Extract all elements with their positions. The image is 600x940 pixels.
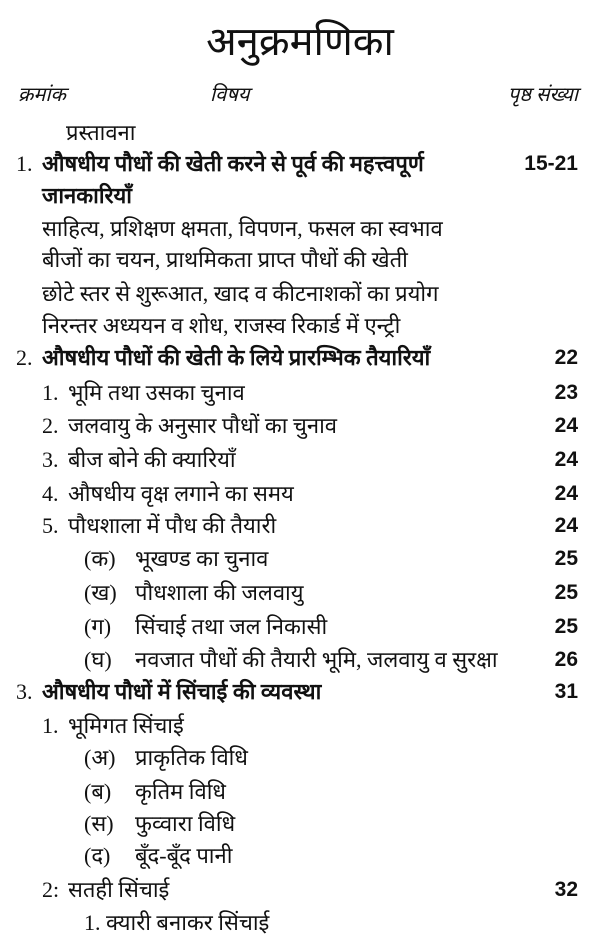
entry-page: 24 — [554, 414, 578, 437]
toc-entry — [0, 309, 600, 342]
entry-page: 24 — [554, 448, 578, 471]
entry-title: बीज बोने की क्यारियाँ — [68, 447, 236, 472]
toc-entry — [0, 775, 600, 808]
toc-entry — [0, 116, 600, 149]
entry-title: कृतिम विधि — [135, 779, 226, 804]
entry-number: 2. — [16, 345, 33, 370]
entry-page: 25 — [554, 581, 578, 604]
entry-number: (ग) — [84, 614, 112, 639]
toc-entry — [0, 807, 600, 840]
toc-entry — [0, 509, 600, 542]
toc-entry — [0, 576, 600, 609]
entry-page: 24 — [554, 482, 578, 505]
entry-page: 22 — [554, 346, 578, 369]
toc-entry — [0, 179, 600, 212]
column-header-subject: विषय — [210, 84, 250, 106]
entry-title: जानकारियाँ — [42, 183, 132, 208]
entry-number: 1. — [84, 910, 101, 935]
toc-entry — [0, 277, 600, 310]
toc-entry — [0, 443, 600, 476]
toc-entry — [0, 341, 600, 374]
entry-title: फुव्वारा विधि — [135, 811, 236, 836]
entry-title: बूँद-बूँद पानी — [135, 843, 233, 868]
entry-number: 1. — [42, 380, 59, 405]
entry-title: प्राकृतिक विधि — [135, 745, 248, 770]
toc-entry — [0, 643, 600, 676]
entry-title: प्रस्तावना — [66, 120, 136, 145]
entry-number: 2: — [42, 877, 60, 902]
toc-entry — [0, 906, 600, 939]
entry-number: 5. — [42, 513, 59, 538]
toc-entry — [0, 477, 600, 510]
entry-number: (अ) — [84, 745, 116, 770]
entry-number: 3. — [42, 447, 59, 472]
entry-number: (ख) — [84, 580, 117, 605]
entry-title: साहित्य, प्रशिक्षण क्षमता, विपणन, फसल का स्वभाव — [42, 216, 443, 241]
entry-title: सिंचाई तथा जल निकासी — [135, 614, 328, 639]
entry-title: भूमिगत सिंचाई — [68, 713, 184, 738]
entry-number: (घ) — [84, 647, 112, 672]
toc-entry — [0, 409, 600, 442]
entry-page: 26 — [554, 648, 578, 671]
entry-title: औषधीय पौधों में सिंचाई की व्यवस्था — [42, 679, 322, 704]
column-header-page: पृष्ठ संख्या — [507, 84, 578, 106]
toc-entry — [0, 675, 600, 708]
entry-title: क्यारी बनाकर सिंचाई — [106, 910, 270, 935]
toc-entry — [0, 741, 600, 774]
entry-number: (स) — [84, 811, 114, 836]
toc-entry — [0, 147, 600, 180]
entry-title: निरन्तर अध्ययन व शोध, राजस्व रिकार्ड में एन्ट्री — [42, 313, 401, 338]
toc-entry — [0, 376, 600, 409]
entry-title: सतही सिंचाई — [68, 877, 170, 902]
toc-entry — [0, 709, 600, 742]
column-header-serial: क्रमांक — [18, 84, 66, 106]
entry-number: (क) — [84, 546, 116, 571]
entry-page: 25 — [554, 615, 578, 638]
entry-number: (द) — [84, 843, 111, 868]
entry-title: बीजों का चयन, प्राथमिकता प्राप्त पौधों की खेती — [42, 247, 408, 272]
entry-title: औषधीय पौधों की खेती करने से पूर्व की महत्त्वपूर्ण — [42, 151, 424, 176]
entry-number: 2. — [42, 413, 59, 438]
toc-entry — [0, 212, 600, 245]
entry-page: 24 — [554, 514, 578, 537]
toc-entry — [0, 542, 600, 575]
toc-entry — [0, 243, 600, 276]
entry-number: 4. — [42, 481, 59, 506]
entry-page: 32 — [554, 878, 578, 901]
entry-title: पौधशाला की जलवायु — [135, 580, 304, 605]
entry-title: भूमि तथा उसका चुनाव — [68, 380, 245, 405]
entry-title: नवजात पौधों की तैयारी भूमि, जलवायु व सुरक्षा — [135, 647, 498, 672]
entry-page: 23 — [554, 381, 578, 404]
entry-number: 3. — [16, 679, 33, 704]
entry-title: भूखण्ड का चुनाव — [135, 546, 269, 571]
entry-title: जलवायु के अनुसार पौधों का चुनाव — [68, 413, 338, 438]
entry-page: 15-21 — [524, 152, 578, 175]
entry-number: 1. — [42, 713, 59, 738]
entry-number: (ब) — [84, 779, 112, 804]
toc-entry — [0, 873, 600, 906]
page-title: अनुक्रमणिका — [206, 19, 394, 64]
entry-title: पौधशाला में पौध की तैयारी — [68, 513, 277, 538]
entry-title: औषधीय पौधों की खेती के लिये प्रारम्भिक तैयारियाँ — [42, 345, 431, 370]
entry-page: 31 — [554, 680, 578, 703]
entry-page: 25 — [554, 547, 578, 570]
entry-title: छोटे स्तर से शुरूआत, खाद व कीटनाशकों का प्रयोग — [42, 281, 439, 306]
toc-entry — [0, 839, 600, 872]
entry-number: 1. — [16, 151, 33, 176]
entry-title: औषधीय वृक्ष लगाने का समय — [68, 481, 294, 506]
toc-entry — [0, 610, 600, 643]
